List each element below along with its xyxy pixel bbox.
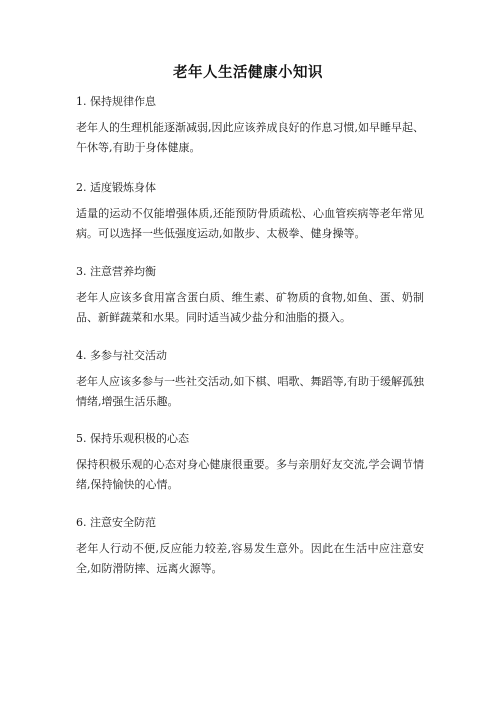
section-body: 老年人应该多食用富含蛋白质、维生素、矿物质的食物,如鱼、蛋、奶制品、新鲜蔬菜和水果。同时适当减少盐分和油脂的摄入。 — [76, 291, 424, 324]
section-heading: 2. 适度锻炼身体 — [76, 181, 156, 194]
section-body: 老年人应该多参与一些社交活动,如下棋、唱歌、舞蹈等,有助于缓解孤独情绪,增强生活乐趣。 — [76, 375, 424, 408]
section-3 — [76, 264, 424, 328]
section-heading: 3. 注意营养均衡 — [76, 265, 156, 278]
section-heading: 6. 注意安全防范 — [76, 516, 156, 529]
section-heading: 1. 保持规律作息 — [76, 95, 156, 108]
section-4 — [76, 348, 424, 412]
section-body: 适量的运动不仅能增强体质,还能预防骨质疏松、心血管疾病等老年常见病。可以选择一些低强度运动,如散步、太极拳、健身操等。 — [76, 207, 424, 240]
section-body: 保持积极乐观的心态对身心健康很重要。多与亲朋好友交流,学会调节情绪,保持愉快的心情。 — [76, 458, 424, 491]
section-heading: 4. 多参与社交活动 — [76, 349, 167, 362]
section-2 — [76, 180, 424, 244]
section-6 — [76, 515, 424, 579]
section-body: 老年人的生理机能逐渐减弱,因此应该养成良好的作息习惯,如早睡早起、午休等,有助于身体健康。 — [76, 121, 424, 154]
section-1 — [76, 94, 424, 158]
section-5 — [76, 431, 424, 495]
section-body: 老年人行动不便,反应能力较差,容易发生意外。因此在生活中应注意安全,如防滑防摔、远离火源等。 — [76, 542, 424, 575]
section-heading: 5. 保持乐观积极的心态 — [76, 432, 189, 445]
document-title: 老年人生活健康小知识 — [173, 65, 323, 81]
